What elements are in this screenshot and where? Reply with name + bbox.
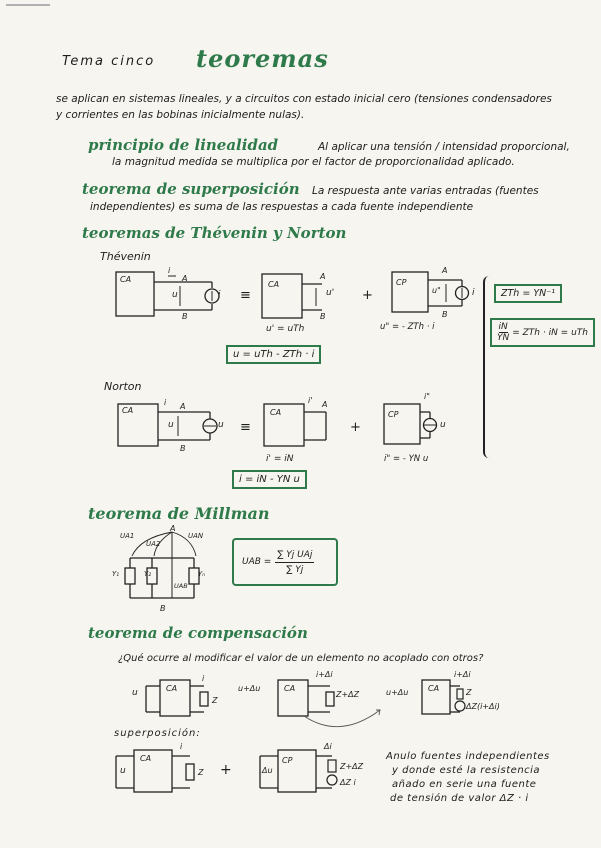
no-eq-2: i" = - YN u: [384, 454, 429, 464]
thevenin-norton-heading: teoremas de Thévenin y Norton: [82, 224, 347, 242]
comp-sa-ca: CA: [140, 754, 152, 763]
no1-ca: CA: [122, 406, 134, 415]
th1-ca: CA: [120, 275, 132, 284]
no1-i: i: [164, 398, 167, 407]
millman-formula-box: [232, 538, 338, 586]
no1-a: A: [180, 402, 186, 411]
th2-ca: CA: [268, 280, 280, 289]
comp2-ca: CA: [284, 684, 296, 693]
linealidad-text-2: la magnitud medida se multiplica por el factor de proporcionalidad aplicado.: [112, 156, 515, 168]
comp1-u: u: [132, 688, 138, 698]
millman-a: A: [170, 524, 176, 533]
no1-u-source: u: [218, 420, 224, 430]
th1-u: u: [172, 290, 178, 300]
tema-label: Tema cinco: [62, 54, 156, 69]
superposicion-label: superposición:: [114, 728, 201, 739]
relations-bracket: [483, 276, 491, 458]
comp-sb-dzi: ΔZ i: [340, 778, 356, 787]
comp-sb-cp: CP: [282, 756, 293, 765]
comp2-idi: i+Δi: [316, 670, 333, 679]
no3-i2: i": [424, 392, 430, 401]
th2-b: B: [320, 312, 326, 321]
no2-a: A: [322, 400, 328, 409]
th1-a: A: [182, 274, 188, 283]
millman-y1: Y₁: [112, 570, 120, 578]
no-eq-1: i' = iN: [266, 454, 294, 464]
linealidad-text-1: Al aplicar una tensión / intensidad proporcional,: [318, 141, 570, 153]
th3-a: A: [442, 266, 448, 275]
comp1-i: i: [202, 674, 205, 683]
comp-sb-di: Δi: [324, 742, 332, 751]
th1-i-source: i: [218, 290, 221, 300]
relation-in-box: [490, 318, 595, 347]
norton-circuit-cp: [380, 396, 470, 456]
norton-label: Norton: [104, 380, 142, 393]
millman-yn: Yₙ: [198, 570, 206, 578]
comp-sa-z: Z: [198, 768, 204, 777]
superposicion-heading: teorema de superposición: [82, 180, 300, 198]
relation-zth-box: ZTh = YN⁻¹: [494, 284, 562, 303]
comp3-z: Z: [466, 688, 472, 697]
millman-eq-den: ∑ Yj: [286, 564, 304, 575]
norton-result-box: i = iN - YN u: [232, 470, 307, 489]
th-eq-1: u' = uTh: [266, 324, 305, 334]
rel2-numerator: iN: [498, 322, 508, 332]
comp3-ca: CA: [428, 684, 440, 693]
note-line-4: de tensión de valor ΔZ · i: [390, 793, 529, 804]
thevenin-result-box: u = uTh - ZTh · i: [226, 345, 321, 364]
compensacion-question: ¿Qué ocurre al modificar el valor de un elemento no acoplado con otros?: [118, 653, 484, 664]
linealidad-heading: principio de linealidad: [88, 136, 279, 154]
comp-sa-u: u: [120, 766, 126, 776]
comp3-dz-idi: ΔZ(i+Δi): [466, 702, 500, 711]
no2-i1: i': [308, 396, 313, 405]
comp-curved-arrow: [300, 706, 390, 736]
compensacion-heading: teorema de compensación: [88, 624, 308, 642]
no-plus-sign: +: [350, 420, 361, 435]
th2-u1: u': [326, 288, 335, 298]
page-title: teoremas: [196, 44, 329, 73]
millman-b: B: [160, 604, 166, 613]
rel2-rest: = ZTh · iN = uTh: [512, 327, 588, 338]
millman-eq-lhs: UAB =: [242, 557, 272, 567]
superposicion-text-2: independientes) es suma de las respuestas a cada fuente independiente: [90, 201, 474, 213]
scan-mark: [6, 4, 50, 6]
comp2-udu: u+Δu: [238, 684, 261, 693]
no1-u: u: [168, 420, 174, 430]
millman-y2: Y₂: [144, 570, 152, 578]
comp1-ca: CA: [166, 684, 178, 693]
comp3-idi: i+Δi: [454, 670, 471, 679]
note-line-1: Anulo fuentes independientes: [386, 751, 550, 762]
comp1-z: Z: [212, 696, 218, 705]
no-equiv-sign: ≡: [240, 420, 251, 435]
comp-sa-i: i: [180, 742, 183, 751]
comp-sb-du: Δu: [262, 766, 273, 775]
th3-i: i: [472, 288, 475, 298]
th-eq-2: u" = - ZTh · i: [380, 322, 435, 332]
millman-heading: teorema de Millman: [88, 504, 270, 523]
th2-a: A: [320, 272, 326, 281]
th1-b: B: [182, 312, 188, 321]
compensacion-note: [386, 750, 550, 806]
superposicion-text-1: La respuesta ante varias entradas (fuentes: [312, 185, 539, 197]
th3-u2: u": [432, 286, 441, 295]
millman-eq-num: ∑ Yj UAj: [275, 548, 314, 563]
no3-u: u: [440, 420, 446, 430]
intro-line-2: y corrientes en las bobinas inicialmente nulas).: [56, 109, 305, 121]
note-line-2: y donde esté la resistencia: [392, 765, 541, 776]
comp-sb-zdz: Z+ΔZ: [340, 762, 364, 771]
no2-ca: CA: [270, 408, 282, 417]
thevenin-label: Thévenin: [100, 250, 151, 263]
millman-ua1: UA1: [120, 532, 135, 540]
comp2-zdz: Z+ΔZ: [336, 690, 360, 699]
norton-circuit-ca: [260, 398, 340, 454]
no3-cp: CP: [388, 410, 399, 419]
th-plus-sign: +: [362, 288, 373, 303]
millman-uan: UAN: [188, 532, 204, 540]
comp3-udu: u+Δu: [386, 688, 409, 697]
th-equiv-sign: ≡: [240, 288, 251, 303]
millman-ua2: UA2: [146, 540, 161, 548]
th3-b: B: [442, 310, 448, 319]
th3-cp: CP: [396, 278, 407, 287]
note-line-3: añado en serie una fuente: [392, 779, 537, 790]
th1-i: i: [168, 266, 171, 275]
comp-circuit-compensated: [416, 672, 486, 722]
rel2-denominator: YN: [497, 333, 510, 343]
no1-b: B: [180, 444, 186, 453]
comp-plus-sign: +: [220, 762, 232, 778]
millman-uab: UAB: [174, 582, 188, 590]
comp-superpos-circuit-a: [112, 742, 212, 796]
intro-line-1: se aplican en sistemas lineales, y a circuitos con estado inicial cero (tensiones condensadores: [56, 93, 552, 105]
